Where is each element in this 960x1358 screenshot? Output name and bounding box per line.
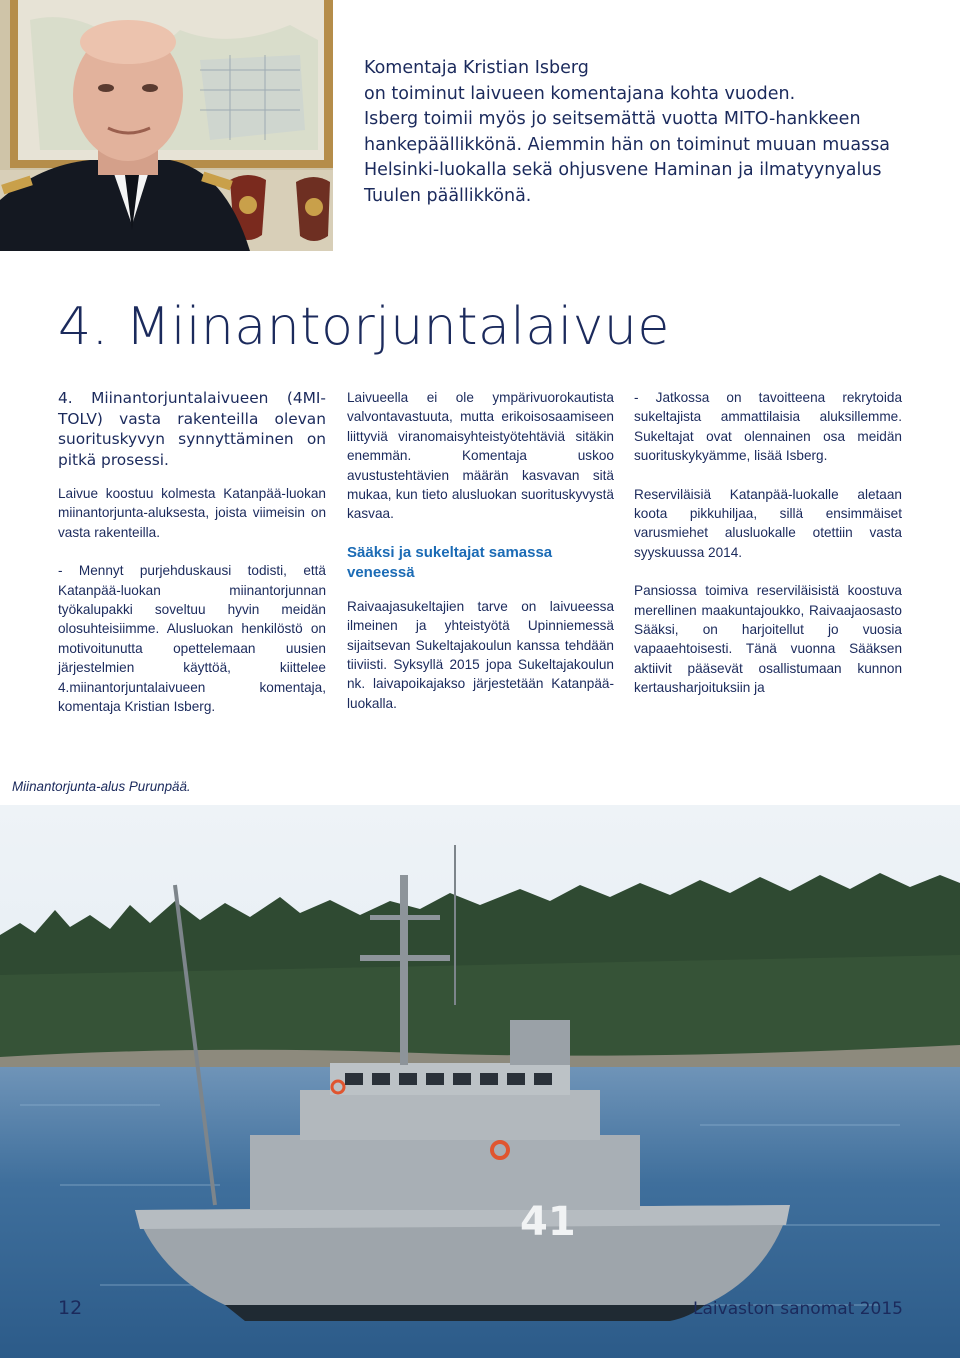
body-paragraph: - Jatkossa on tavoitteena rekrytoida sukeltajista ammattilaisia aluksillemme. Sukeltajat ovat olennainen osa meidän suorituskykyämme, lisää Isberg. <box>634 390 902 464</box>
body-paragraph: Raivaajasukeltajien tarve on laivueessa ilmeinen ja yhteistyötä Upinniemessä sijaitsevan Sukeltajakoulun kanssa tehdään tiiviisti. Syksyllä 2015 jopa Sukeltajakoulun nk. laivapoikajakso järjestetään Katanpää-luokalla. <box>347 598 614 711</box>
article-column-1 <box>58 388 326 716</box>
body-paragraph: - Mennyt purjehduskausi todisti, että Katanpää-luokan miinantorjunnan työkalupakki soveltuu hyvin meidän olosuhteisiimme. Alusluokan henkilöstö on motivoitunutta opettelemaan uusien järjestelmien käyttöä, kiittelee 4.miinantorjuntalaivueen komentaja, komentaja Kristian Isberg. <box>58 563 326 715</box>
section-subheading: Sääksi ja sukeltajat samassa veneessä <box>347 543 553 581</box>
body-paragraph: Pansiossa toimiva reserviläisistä koostuva merellinen maakuntajoukko, Raivaajaosasto Sääksi, on harjoitellut jo vuosia vapaaehtoisesti. Tänä vuonna Sääksen aktiivit pääsevät osallistumaan kunnon kertausharjoituksiin ja <box>634 583 902 696</box>
body-paragraph: Laivue koostuu kolmesta Katanpää-luokan miinantorjunta-aluksesta, joista viimeisin on vasta rakenteilla. <box>58 486 326 540</box>
caption-line: Tuulen päällikkönä. <box>364 185 532 206</box>
article-column-2 <box>347 388 614 713</box>
ship-photo-caption: Miinantorjunta-alus Purunpää. <box>12 779 191 794</box>
article-headline: 4. Miinantorjuntalaivue <box>58 297 670 357</box>
body-paragraph: Laivueella ei ole ympärivuorokautista valvontavastuuta, mutta erikoisosaamiseen liittyviä viranomaisyhteistyötehtäviä sitäkin enemmän. Komentaja uskoo avustustehtävien määrän kasvavan sitä mukaa, kun tieto alusluokan suorituskyvystä kasvaa. <box>347 390 614 522</box>
publication-footer: Laivaston sanomat 2015 <box>693 1299 903 1319</box>
caption-line: Komentaja Kristian Isberg <box>364 58 589 78</box>
page-number: 12 <box>58 1297 83 1319</box>
caption-line: Isberg toimii myös jo seitsemättä vuotta MITO-hankkeen <box>364 109 861 129</box>
caption-line: Helsinki-luokalla sekä ohjusvene Haminan ja ilmatyynyalus <box>364 160 882 180</box>
portrait-caption <box>364 56 944 209</box>
lead-paragraph: 4. Miinantorjuntalaivueen (4MI-TOLV) vasta rakenteilla olevan suorituskyvyn synnyttäminen on pitkä prosessi. <box>58 389 326 469</box>
minesweeper-ship-photo <box>0 805 960 1358</box>
ship-hull-number: 41 <box>520 1199 576 1245</box>
body-paragraph: Reserviläisiä Katanpää-luokalle aletaan koota pikkuhiljaa, sillä ensimmäiset varusmiehet alusluokalle otettiin vasta syyskuussa 2014. <box>634 486 902 560</box>
article-column-3 <box>634 388 902 698</box>
caption-line: hankepäällikkönä. Aiemmin hän on toiminut muuan muassa <box>364 134 891 155</box>
commander-portrait-photo <box>0 0 333 251</box>
caption-line: on toiminut laivueen komentajana kohta vuoden. <box>364 83 796 104</box>
